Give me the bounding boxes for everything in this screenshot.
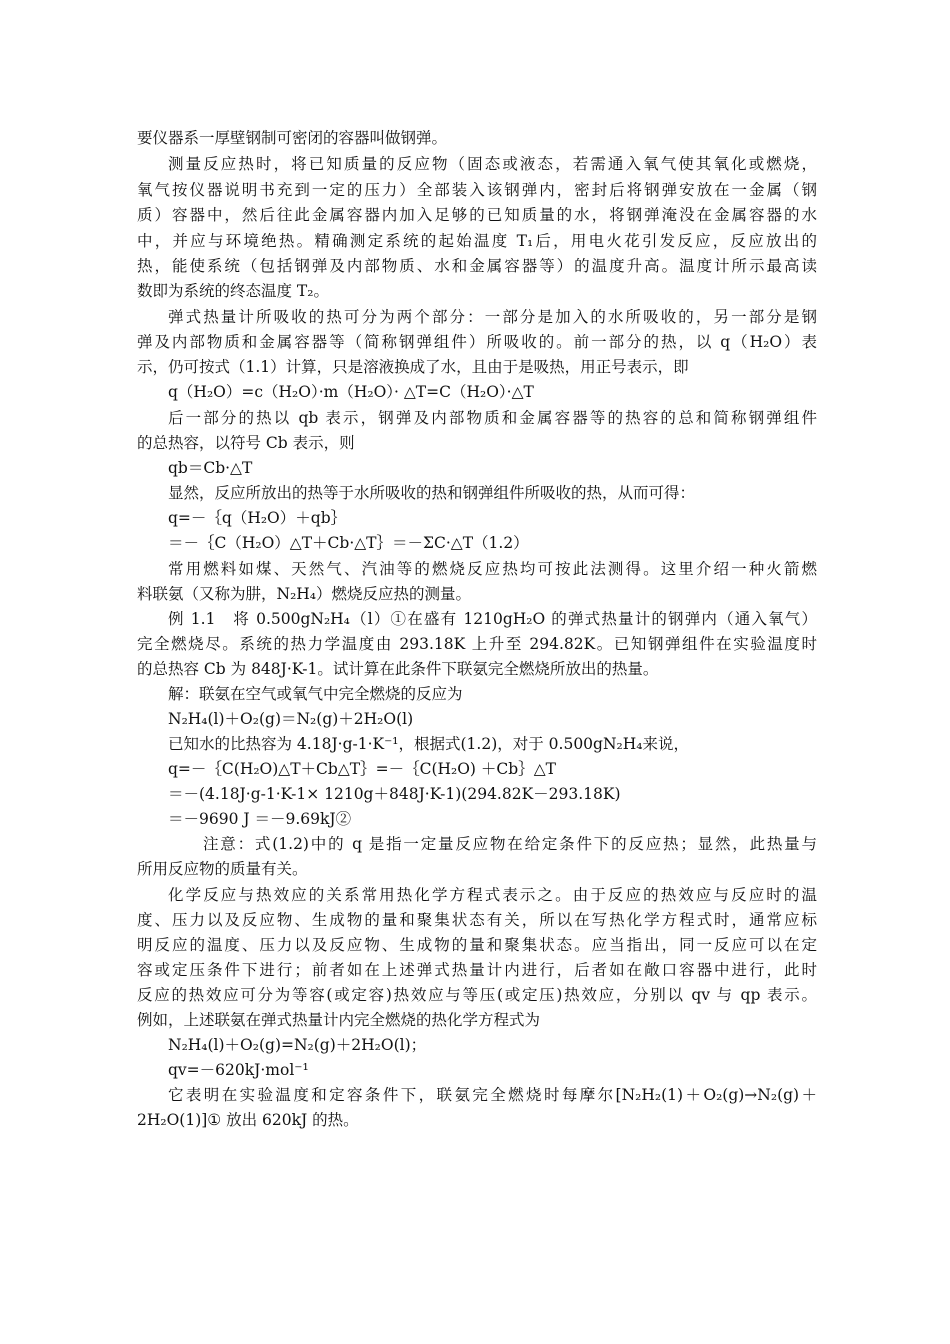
formula-line: ＝－｛C（H₂O）△T＋Cb·△T｝＝－ΣC·△T（1.2） <box>168 534 529 552</box>
note-line: 注意：式(1.2)中的 q 是指一定量反应物在给定条件下的反应热；显然，此热量与 <box>203 835 817 853</box>
text-line: 解：联氨在空气或氧气中完全燃烧的反应为 <box>168 685 463 703</box>
text-line: 弹及内部物质和金属容器等（简称钢弹组件）所吸收的。前一部分的热，以 q（H₂O）表 <box>137 333 817 351</box>
text-line: 热，能使系统（包括钢弹及内部物质、水和金属容器等）的温度升高。温度计所示最高读 <box>137 257 817 275</box>
text-line: 料联氨（又称为肼，N₂H₄）燃烧反应热的测量。 <box>137 585 472 603</box>
text-line: 的总热容，以符号 Cb 表示，则 <box>137 434 355 452</box>
text-line: 测量反应热时，将已知质量的反应物（固态或液态，若需通入氧气使其氧化或燃烧， <box>168 155 817 173</box>
formula-line: q=－｛q（H₂O）＋qb｝ <box>168 509 347 527</box>
text-line: 数即为系统的终态温度 T₂。 <box>137 282 329 300</box>
text-line: 例如，上述联氨在弹式热量计内完全燃烧的热化学方程式为 <box>137 1011 541 1029</box>
formula-line: ＝－(4.18J·g-1·K-1× 1210g＋848J·K-1)(294.82K－293.18K) <box>168 785 621 803</box>
text-line: 的总热容 Cb 为 848J·K-1。试计算在此条件下联氨完全燃烧所放出的热量。 <box>137 660 659 678</box>
text-line: 弹式热量计所吸收的热可分为两个部分：一部分是加入的水所吸收的，另一部分是钢 <box>168 308 817 326</box>
text-line: 它表明在实验温度和定容条件下，联氨完全燃烧时每摩尔[N₂H₂(1)＋O₂(g)→N₂(g)＋ <box>168 1086 817 1104</box>
text-line: 中，并应与环境绝热。精确测定系统的起始温度 T₁后，用电火花引发反应，反应放出的 <box>137 232 817 250</box>
formula-line: N₂H₄(l)＋O₂(g)＝N₂(g)＋2H₂O(l) <box>168 710 414 728</box>
text-line: 完全燃烧尽。系统的热力学温度由 293.18K 上升至 294.82K。已知钢弹组件在实验温度时 <box>137 635 817 653</box>
text-line: 示，仍可按式（1.1）计算，只是溶液换成了水，且由于是吸热，用正号表示，即 <box>137 358 689 376</box>
text-line: 明反应的温度、压力以及反应物、生成物的量和聚集状态。应当指出，同一反应可以在定 <box>137 936 817 954</box>
text-line: 所用反应物的质量有关。 <box>137 860 308 878</box>
text-line: 氧气按仪器说明书充到一定的压力）全部装入该钢弹内，密封后将钢弹安放在一金属（钢 <box>137 181 817 199</box>
text-line: 2H₂O(1)]① 放出 620kJ 的热。 <box>137 1111 359 1129</box>
formula-line: qb＝Cb·△T <box>168 459 253 477</box>
formula-line: N₂H₄(l)＋O₂(g)=N₂(g)＋2H₂O(l)； <box>168 1036 427 1054</box>
text-line: 显然，反应所放出的热等于水所吸收的热和钢弹组件所吸收的热，从而可得： <box>168 484 696 502</box>
text-line: 容或定压条件下进行；前者如在上述弹式热量计内进行，后者如在敞口容器中进行，此时 <box>137 961 817 979</box>
text-line: 后一部分的热以 qb 表示，钢弹及内部物质和金属容器等的热容的总和简称钢弹组件 <box>168 409 817 427</box>
text-line: 度、压力以及反应物、生成物的量和聚集状态有关，所以在写热化学方程式时，通常应标 <box>137 911 817 929</box>
text-line: 已知水的比热容为 4.18J·g-1·K⁻¹，根据式(1.2)，对于 0.500gN₂H₄来说， <box>168 735 689 753</box>
formula-line: qv=－620kJ·mol⁻¹ <box>168 1061 309 1079</box>
text-line: 要仪器系一厚壁钢制可密闭的容器叫做钢弹。 <box>137 129 448 147</box>
text-line: 质）容器中，然后往此金属容器内加入足够的已知质量的水，将钢弹淹没在金属容器的水 <box>137 206 817 224</box>
text-line: 常用燃料如煤、天然气、汽油等的燃烧反应热均可按此法测得。这里介绍一种火箭燃 <box>168 560 817 578</box>
formula-line: ＝－9690 J ＝－9.69kJ② <box>168 810 352 828</box>
formula-line: q=－｛C(H₂O)△T＋Cb△T｝=－｛C(H₂O) ＋Cb｝△T <box>168 760 556 778</box>
text-line: 化学反应与热效应的关系常用热化学方程式表示之。由于反应的热效应与反应时的温 <box>168 886 817 904</box>
formula-line: q（H₂O）=c（H₂O）·m（H₂O）· △T=C（H₂O）·△T <box>168 383 534 401</box>
example-line: 例 1.1 将 0.500gN₂H₄（l）①在盛有 1210gH₂O 的弹式热量计的钢弹内（通入氧气） <box>168 610 817 628</box>
text-line: 反应的热效应可分为等容(或定容)热效应与等压(或定压)热效应，分别以 qv 与 qp 表示。 <box>137 986 817 1004</box>
